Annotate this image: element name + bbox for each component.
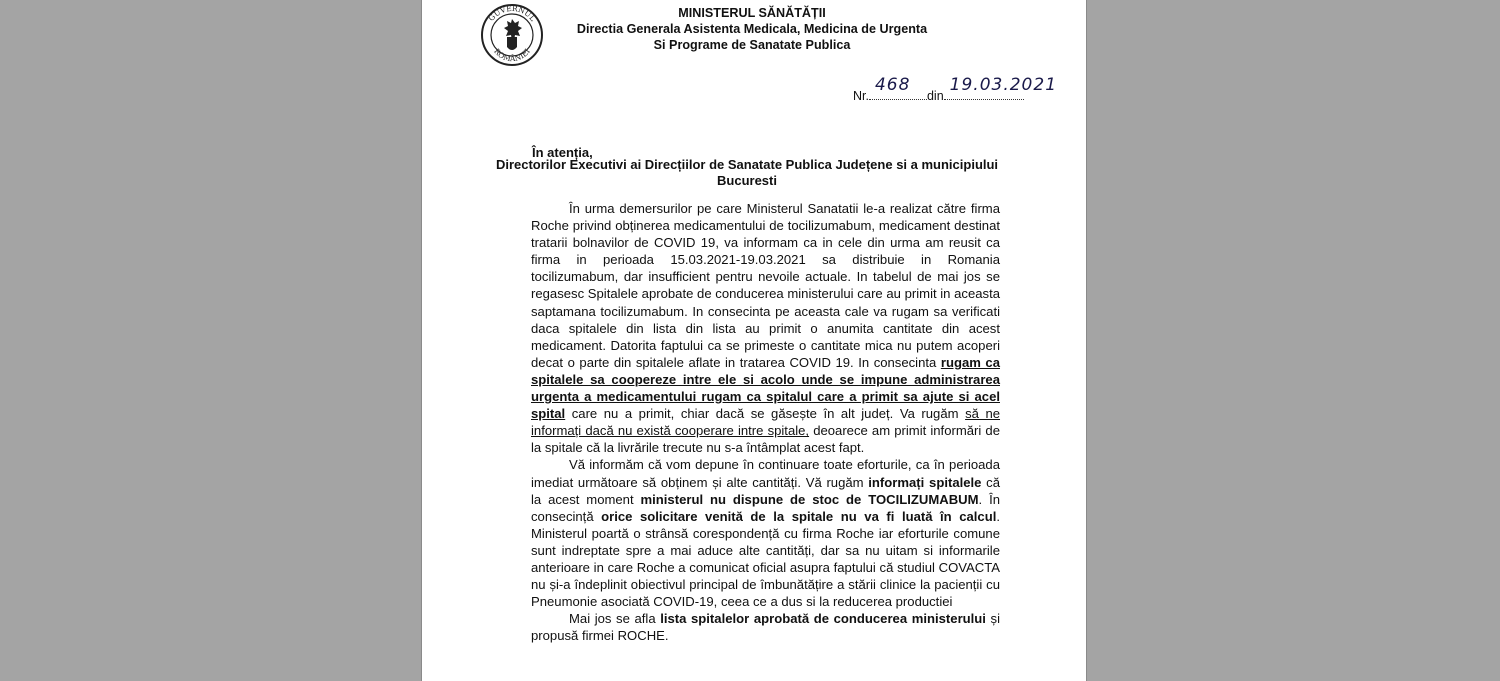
letter-body: [531, 200, 1000, 644]
p2-bold-inform: informați spitalele: [868, 474, 982, 490]
date-handwritten: 19.03.2021: [949, 75, 1058, 95]
date-field: [944, 75, 1058, 100]
p2-bold-requests: orice solicitare venită de la spitale nu va fi luată în calcul: [601, 508, 997, 524]
p1-text-e: deoarece am primit informări de la spitale că la livrările trecute nu s-a întâmplat acest fapt.: [531, 423, 1000, 456]
paragraph-1: [531, 200, 1000, 456]
svg-text:GUVERNUL: GUVERNUL: [486, 3, 538, 23]
registration-number: [853, 75, 1058, 103]
svg-text:ROMÂNIEI: ROMÂNIEI: [492, 46, 532, 64]
letterhead: [552, 6, 952, 53]
p1-text-a: În urma demersurilor pe care Ministerul Sanatatii le-a realizat către firma Roche privind obținerea medicamentului de tocilizumabum, medicament destinat tratarii bolnavilor de COVID 19, va informam ca in cele din urma am reusit ca firma in perioada 15.03.2021-19.03.2021 sa distribuie in Romania tocilizumabum, dar insufficient pentru nevoile actuale. In tabelul de mai jos se regasesc Spitalele aprobate de conducerea ministerului care au primit in aceasta saptamana tocilizumabum. In consecinta pe aceasta cale va rugam sa verificati daca spitalele din lista din lista au primit o anumita cantitate din acest medicament. Datorita faptului ca se primeste o cantitate mica nu putem acoperi decat o parte din spitalele aflate in tratarea COVID 19. In consecinta: [531, 201, 1000, 370]
directorate-line-2: Si Programe de Sanatate Publica: [653, 37, 851, 52]
ministry-name: MINISTERUL SĂNĂTĂȚII: [678, 6, 826, 20]
addressee-line-1: Directorilor Executivi ai Direcțiilor de Sanatate Publica Județene si a municipiului: [495, 157, 999, 172]
p1-emphasis-request: rugam ca spitalele sa coopereze intre ele si acolo unde se impune administrarea urgenta a medicamentului rugam ca spitalul care a primit sa ajute si acel spital: [531, 354, 1000, 422]
p2-text-a: Vă informăm că vom depune în continuare toate eforturile, ca în perioada imediat următoare să obținem și alte cantități. Vă rugăm: [531, 457, 1000, 490]
paragraph-2: [531, 456, 1000, 610]
addressee-block: [492, 157, 1002, 189]
p2-text-e: . În consecință: [531, 491, 1000, 524]
p3-text-c: și propusă firmei ROCHE.: [531, 611, 1000, 644]
attention-line: În atenția,: [532, 145, 593, 160]
p3-bold-list: lista spitalelor aprobată de conducerea ministerului: [660, 611, 986, 627]
p2-text-c: că la acest moment: [531, 474, 1000, 507]
directorate-line-1: Directia Generala Asistenta Medicala, Medicina de Urgenta: [576, 21, 928, 36]
paragraph-3: [531, 610, 1000, 644]
p1-underlined-request: să ne informați dacă nu există cooperare intre spitale,: [531, 406, 1001, 439]
p1-text-c: care nu a primit, chiar dacă se găsește în alt județ. Va rugăm: [565, 406, 966, 422]
document-page: [421, 0, 1087, 681]
p2-text-g: . Ministerul poartă o strânsă corespondență cu firma Roche iar eforturile comune sunt indreptate spre a mai aduce alte cantități, dar sa nu uitam si informarile anterioare in care Roche a comunicat oficial asupra faptului că studiul COVACTA nu și-a îndeplinit obiectivul principal de îmbunătățire a stării clinice la pacienții cu Pneumonie asociată COVID-19, ceea ce a dus si la reducerea productiei: [531, 508, 1000, 610]
government-seal-logo: [479, 3, 545, 67]
nr-label: Nr.: [853, 89, 869, 103]
nr-handwritten: 468: [874, 75, 911, 95]
nr-field: [869, 75, 927, 100]
addressee-line-2: Bucuresti: [717, 172, 777, 188]
p3-text-a: Mai jos se afla: [569, 611, 661, 627]
p2-bold-stock: ministerul nu dispune de stoc de TOCILIZUMABUM: [640, 491, 979, 507]
din-label: din: [926, 89, 944, 103]
